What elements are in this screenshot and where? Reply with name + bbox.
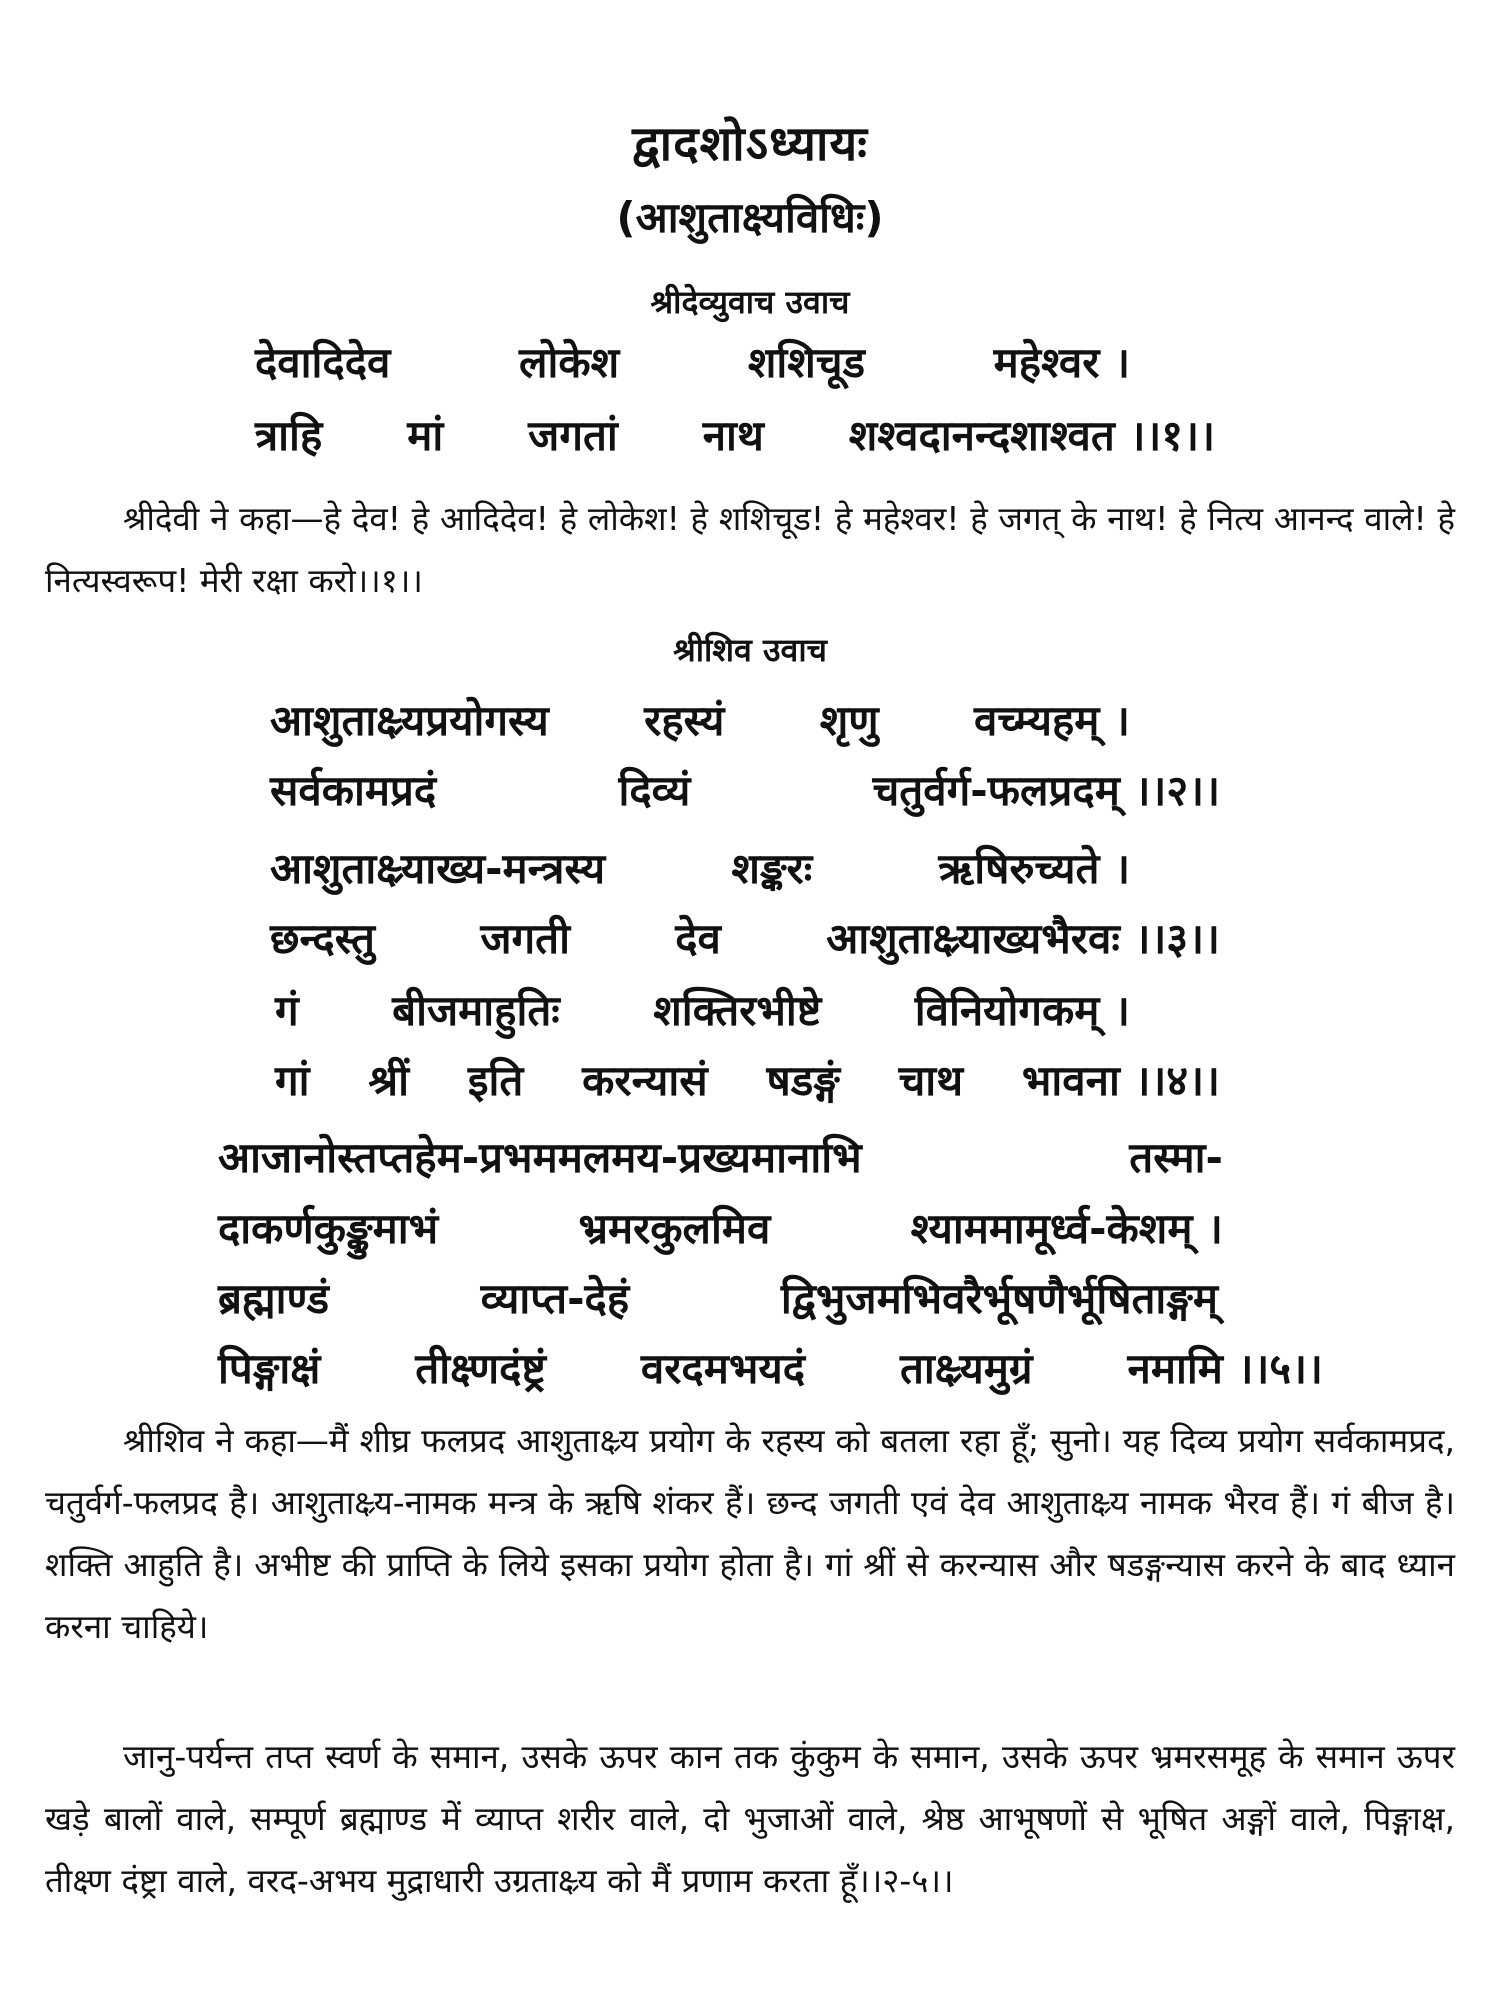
verse-word: बीजमाहुतिः xyxy=(392,986,560,1035)
translation-3 xyxy=(45,1726,1455,1912)
verse-word: गं xyxy=(275,986,299,1035)
verse-word: षडङ्गं xyxy=(766,1056,840,1105)
speaker-devi: श्रीदेव्युवाच उवाच xyxy=(650,283,850,321)
verse1-line2 xyxy=(255,411,1215,460)
verse-word: रहस्यं xyxy=(644,696,725,745)
verse-word: आशुताक्ष्र्याख्य-मन्त्रस्य xyxy=(270,844,606,893)
verse-word: छन्दस्तु xyxy=(270,914,376,963)
verse-word: इति xyxy=(467,1056,524,1105)
verse-word: तीक्ष्णदंष्ट्रं xyxy=(415,1344,546,1393)
verse5-line4 xyxy=(218,1344,1323,1393)
verse-word: ताक्ष्र्यमुग्रं xyxy=(899,1344,1033,1393)
verse5-line3 xyxy=(218,1274,1218,1323)
verse-word: करन्यासं xyxy=(582,1056,708,1105)
translation-3-text: जानु-पर्यन्त तप्त स्वर्ण के समान, उसके ऊपर कान तक कुंकुम के समान, उसके ऊपर भ्रमरसमूह के समान ऊपर खड़े बालों वाले, सम्पूर्ण ब्रह्माण्ड में व्याप्त शरीर वाले, दो भुजाओं वाले, श्रेष्ठ आभूषणों से भूषित अङ्गों वाले, पिङ्गाक्ष, तीक्ष्ण दंष्ट्रा वाले, वरद-अभय मुद्राधारी उग्रताक्ष्र्य को मैं प्रणाम करता हूँ।।२-५।। xyxy=(45,1737,1455,1900)
verse-word: शश्वदानन्दशाश्वत ।।१।। xyxy=(848,411,1215,460)
translation-2-text: श्रीशिव ने कहा—मैं शीघ्र फलप्रद आशुताक्ष्र्य प्रयोग के रहस्य को बतला रहा हूँ; सुनो। यह दिव्य प्रयोग सर्वकामप्रद, चतुर्वर्ग-फलप्रद है। आशुताक्ष्र्य-नामक मन्त्र के ऋषि शंकर हैं। छन्द जगती एवं देव आशुताक्ष्र्य नामक भैरव हैं। गं बीज है। शक्ति आहुति है। अभीष्ट की प्राप्ति के लिये इसका प्रयोग होता है। गां श्रीं से करन्यास और षडङ्गन्यास करने के बाद ध्यान करना चाहिये। xyxy=(45,1421,1455,1646)
verse-word: विनियोगकम् । xyxy=(914,986,1130,1035)
verse-word: गां xyxy=(275,1056,310,1105)
verse-word: द्विभुजमभिवरैर्भूषणैर्भूषिताङ्गम् xyxy=(780,1274,1218,1323)
chapter-title: द्वादशोऽध्यायः xyxy=(632,116,868,172)
verse-word: पिङ्गाक्षं xyxy=(218,1344,321,1393)
verse3-line1 xyxy=(270,844,1130,893)
speaker-shiva: श्रीशिव उवाच xyxy=(673,631,827,669)
verse-word: दिव्यं xyxy=(618,766,691,815)
verse-word: वरदमभयदं xyxy=(640,1344,806,1393)
chapter-subtitle: (आशुताक्ष्यविधिः) xyxy=(616,193,884,242)
verse-word: चाथ xyxy=(898,1056,964,1105)
verse-word: महेश्वर । xyxy=(993,338,1130,387)
verse-word: श्याममामूर्ध्व-केशम् । xyxy=(910,1204,1223,1253)
verse-word: आजानोस्तप्तहेम-प्रभममलमय-प्रख्यमानाभि xyxy=(218,1133,862,1182)
verse-word: लोकेश xyxy=(519,338,620,387)
verse1-line1 xyxy=(255,338,1130,387)
verse-word: त्राहि xyxy=(255,411,323,460)
verse-word: शशिचूड xyxy=(747,338,865,387)
verse-word: ऋषिरुच्यते । xyxy=(938,844,1130,893)
translation-1 xyxy=(45,488,1455,612)
verse-word: मां xyxy=(407,411,444,460)
verse4-line1 xyxy=(275,986,1130,1035)
verse-word: श्रीं xyxy=(368,1056,409,1105)
verse-word: चतुर्वर्ग-फलप्रदम् ।।२।। xyxy=(872,766,1220,815)
verse-word: सर्वकामप्रदं xyxy=(270,766,437,815)
verse4-line2 xyxy=(275,1056,1220,1105)
verse-word: भावना ।।४।। xyxy=(1021,1056,1220,1105)
verse-word: व्याप्त-देहं xyxy=(480,1274,630,1323)
verse-word: वच्म्यहम् । xyxy=(974,696,1130,745)
verse2-line1 xyxy=(270,696,1130,745)
verse3-line2 xyxy=(270,914,1220,963)
verse-word: देव xyxy=(675,914,721,963)
verse-word: आशुताक्ष्र्यप्रयोगस्य xyxy=(270,696,549,745)
verse5-line1 xyxy=(218,1133,1223,1182)
verse-word: जगतां xyxy=(528,411,618,460)
verse-word: तस्मा- xyxy=(1129,1133,1223,1182)
verse-word: शक्तिरभीष्टे xyxy=(653,986,822,1035)
translation-2 xyxy=(45,1410,1455,1658)
verse2-line2 xyxy=(270,766,1220,815)
verse-word: भ्रमरकुलमिव xyxy=(578,1204,771,1253)
verse-word: देवादिदेव xyxy=(255,338,391,387)
verse-word: नाथ xyxy=(702,411,764,460)
verse-word: जगती xyxy=(480,914,570,963)
verse-word: दाकर्णकुङ्कुमाभं xyxy=(218,1204,439,1253)
verse-word: शङ्करः xyxy=(731,844,813,893)
verse5-line2 xyxy=(218,1204,1223,1253)
verse-word: श‍ृणु xyxy=(819,696,879,745)
verse-word: आशुताक्ष्र्याख्यभैरवः ।।३।। xyxy=(826,914,1220,963)
verse-word: ब्रह्माण्डं xyxy=(218,1274,329,1323)
translation-1-text: श्रीदेवी ने कहा—हे देव! हे आदिदेव! हे लोकेश! हे शशिचूड! हे महेश्वर! हे जगत् के नाथ! हे नित्य आनन्द वाले! हे नित्यस्वरूप! मेरी रक्षा करो।।१।। xyxy=(45,499,1455,600)
verse-word: नमामि ।।५।। xyxy=(1127,1344,1323,1393)
